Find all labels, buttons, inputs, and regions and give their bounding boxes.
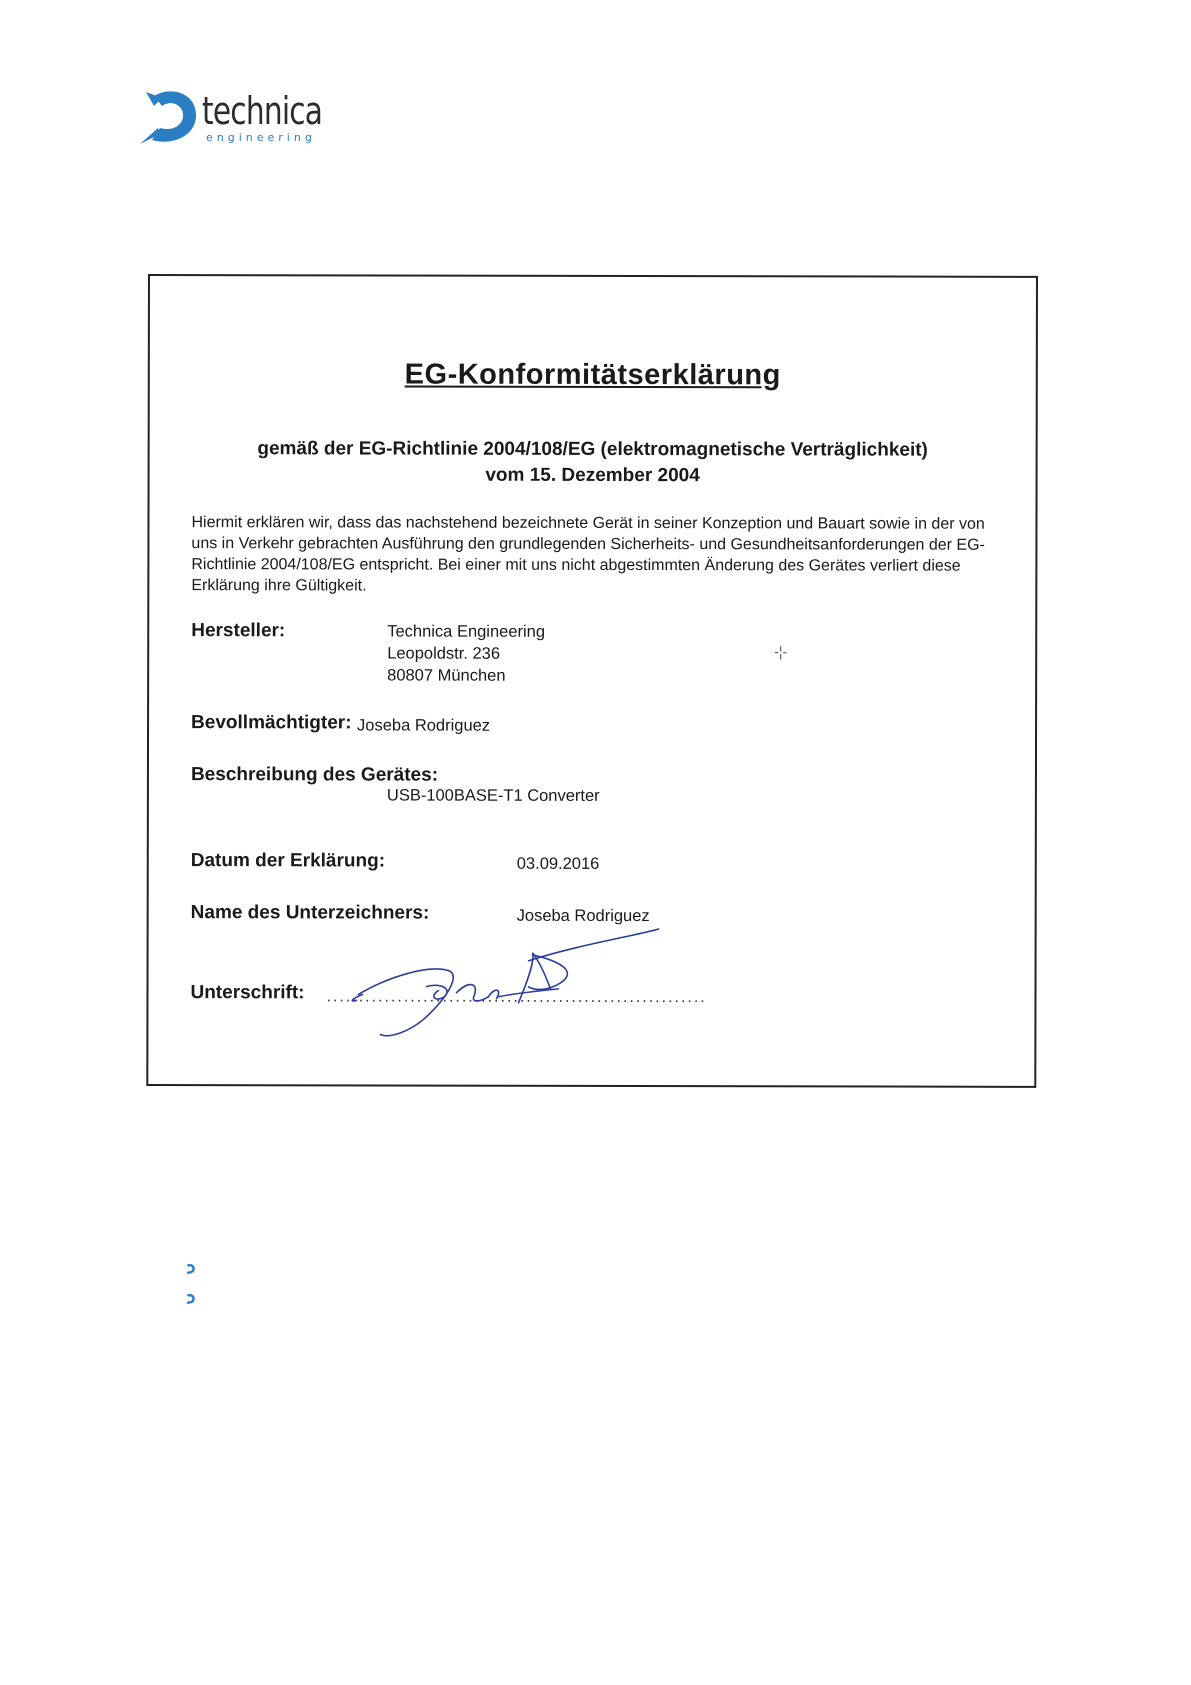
technica-swirl-icon xyxy=(184,1262,196,1276)
subtitle-directive: gemäß der EG-Richtlinie 2004/108/EG (elektromagnetische Verträglichkeit) xyxy=(257,438,928,461)
technica-swirl-icon xyxy=(140,84,202,150)
date-label: Datum der Erklärung: xyxy=(190,850,386,872)
declaration-intro: Hiermit erklären wir, dass das nachstehend bezeichnete Gerät in seiner Konzeption und Bauart sowie in der von uns in Verkehr gebrachten Ausführung den grundlegenden Sicherheits- und Gesundheitsanforderungen der EG-Richtlinie 2004/108/EG entspricht. Bei einer mit uns nicht abgestimmten Änderung des Gerätes verliert diese Erklärung ihre Gültigkeit. xyxy=(191,514,985,595)
device-label: Beschreibung des Gerätes: xyxy=(190,764,439,786)
logo-tagline: engineering xyxy=(206,131,316,144)
manufacturer-street: Leopoldstr. 236 xyxy=(387,644,501,663)
manufacturer-city: 80807 München xyxy=(387,666,506,685)
company-logo xyxy=(140,84,330,154)
manufacturer-address xyxy=(387,621,545,687)
signer-value: Joseba Rodriguez xyxy=(516,906,650,926)
declaration-title: EG-Konformitätserklärung xyxy=(404,358,781,392)
device-value: USB-100BASE-T1 Converter xyxy=(386,786,600,805)
technica-swirl-icon xyxy=(184,1292,196,1306)
date-value: 03.09.2016 xyxy=(516,854,600,873)
logo-wordmark: technica xyxy=(202,89,323,133)
declaration-frame xyxy=(146,274,1038,1088)
manufacturer-label: Hersteller: xyxy=(191,620,286,642)
subtitle-date: vom 15. Dezember 2004 xyxy=(485,464,700,487)
stray-mark: -¦- xyxy=(774,643,788,660)
declaration-subtitle xyxy=(150,436,1036,490)
representative-value: Joseba Rodriguez xyxy=(357,716,491,735)
signer-label: Name des Unterzeichners: xyxy=(190,902,430,924)
signature-line: ........................................................... xyxy=(326,988,707,1007)
signature-label: Unterschrift: xyxy=(190,982,305,1004)
manufacturer-company: Technica Engineering xyxy=(387,622,546,641)
handwritten-signature xyxy=(328,916,668,1037)
representative-label: Bevollmächtigter: xyxy=(191,712,352,734)
